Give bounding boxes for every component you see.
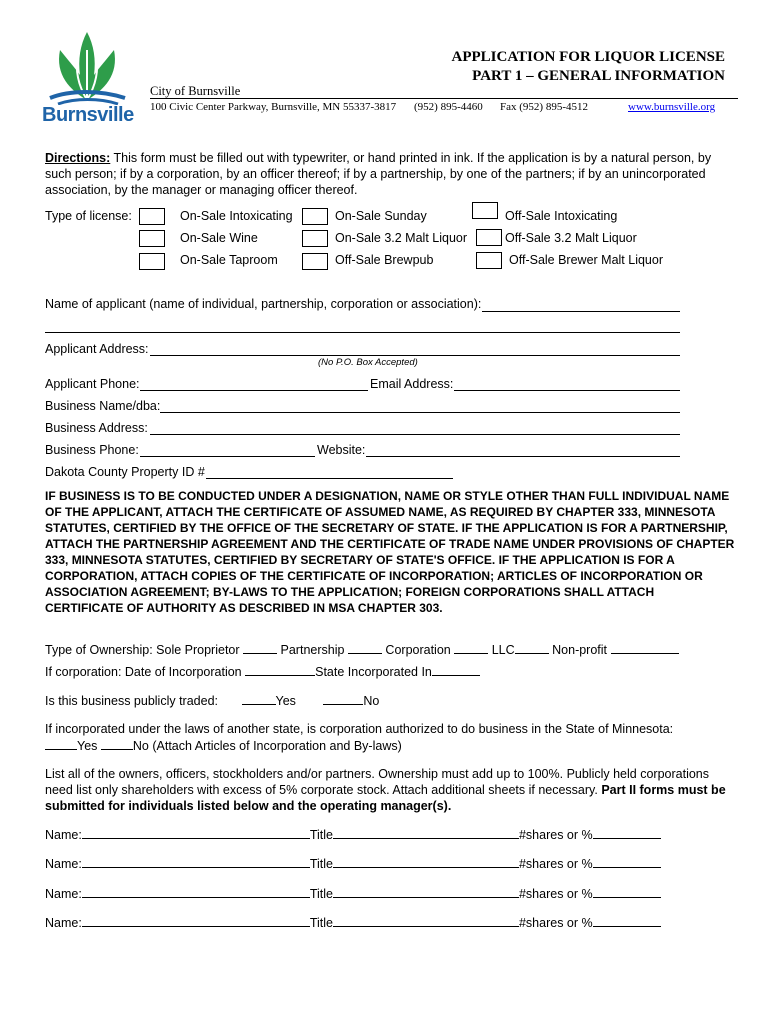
leaf-logo-icon bbox=[40, 30, 135, 105]
partnership-blank[interactable] bbox=[348, 641, 382, 654]
directions-label: Directions: bbox=[45, 151, 111, 165]
corp-date-row bbox=[45, 663, 480, 679]
traded-row bbox=[45, 692, 379, 708]
owner-name-field[interactable] bbox=[82, 826, 310, 839]
email-label: Email Address: bbox=[370, 377, 454, 391]
title-line-1: APPLICATION FOR LIQUOR LICENSE bbox=[451, 49, 725, 65]
checkbox-off-sale-brewpub[interactable] bbox=[302, 253, 328, 270]
owner-name-label: Name: bbox=[45, 828, 82, 842]
foreign-corp-text: If incorporated under the laws of another state, is corporation authorized to do business in the State of Minnesota: bbox=[45, 722, 674, 736]
applicant-phone-field[interactable] bbox=[140, 390, 368, 391]
city-address: 100 Civic Center Parkway, Burnsville, MN 55337-3817 bbox=[150, 101, 397, 113]
llc-blank[interactable] bbox=[515, 641, 549, 654]
checkbox-on-sale-3-2-malt[interactable] bbox=[302, 230, 328, 247]
website-field[interactable] bbox=[366, 456, 680, 457]
nonprofit-label: Non-profit bbox=[552, 643, 608, 657]
business-name-field[interactable] bbox=[160, 412, 680, 413]
state-inc-field[interactable] bbox=[432, 663, 480, 676]
name-applicant-field[interactable] bbox=[482, 311, 680, 312]
owner-row bbox=[45, 855, 661, 871]
owner-name-field[interactable] bbox=[82, 914, 310, 927]
owner-shares-field[interactable] bbox=[593, 914, 661, 927]
website-label: Website: bbox=[317, 443, 366, 457]
logo-text: Burnsville bbox=[42, 104, 134, 126]
foreign-yes-label: Yes bbox=[77, 739, 98, 753]
applicant-address-label: Applicant Address: bbox=[45, 342, 149, 356]
owner-title-label: Title bbox=[309, 828, 333, 842]
owner-row bbox=[45, 885, 661, 901]
owners-bold-text: Part II forms must be submitted for individuals listed below and the operating manager(s). bbox=[45, 783, 726, 813]
label-on-sale-sunday: On-Sale Sunday bbox=[335, 209, 427, 223]
owners-instructions bbox=[45, 766, 730, 814]
name-applicant-field-2[interactable] bbox=[45, 332, 680, 333]
checkbox-on-sale-intoxicating[interactable] bbox=[139, 208, 165, 225]
designation-notice: IF BUSINESS IS TO BE CONDUCTED UNDER A DESIGNATION, NAME OR STYLE OTHER THAN FULL INDIVIDUAL NAME OF THE APPLICANT, ATTACH THE CERTIFICATE OF ASSUMED NAME, AS REQUIRED BY CHAPTER 333, MINNESOTA STATUTES, CERTIFIED BY THE OFFICE OF THE SECRETARY OF STATE. IF THE APPLICATION IS FOR A PARTNERSHIP, ATTACH THE PARTNERSHIP AGREEMENT AND THE CERTIFICATE OF TRADE NAME UNDER PROVISIONS OF CHAPTER 333, MINNESOTA STATUTES, CERTIFIED BY SECRETARY OF STATE'S OFFICE. IF THE APPLICATION IS FOR A CORPORATION, ATTACH COPIES OF THE CERTIFICATE OF INCORPORATION; ARTICLES OF INCORPORATION OR ASSOCIATION AGREEMENT; BY-LAWS TO THE APPLICATION; FOREIGN CORPORATIONS SHALL ATTACH CERTIFICATE OF AUTHORITY AS DESCRIBED IN MSA CHAPTER 303. bbox=[45, 489, 735, 615]
checkbox-off-sale-intoxicating[interactable] bbox=[472, 202, 498, 219]
owner-title-label: Title bbox=[309, 916, 333, 930]
state-inc-label: State Incorporated In bbox=[315, 665, 432, 679]
owner-shares-label: #shares or % bbox=[518, 828, 593, 842]
owner-row bbox=[45, 826, 661, 842]
business-address-field[interactable] bbox=[150, 434, 680, 435]
traded-no-label: No bbox=[363, 694, 380, 708]
foreign-no-label: No (Attach Articles of Incorporation and By-laws) bbox=[132, 739, 402, 753]
form-title bbox=[451, 48, 725, 86]
owner-title-field[interactable] bbox=[333, 855, 519, 868]
owner-title-field[interactable] bbox=[333, 914, 519, 927]
llc-label: LLC bbox=[491, 643, 515, 657]
foreign-corp-row bbox=[45, 737, 402, 753]
label-on-sale-wine: On-Sale Wine bbox=[180, 231, 258, 245]
owner-name-label: Name: bbox=[45, 916, 82, 930]
city-fax: Fax (952) 895-4512 bbox=[500, 101, 588, 113]
label-on-sale-intoxicating: On-Sale Intoxicating bbox=[180, 209, 293, 223]
label-on-sale-taproom: On-Sale Taproom bbox=[180, 253, 278, 267]
owner-name-label: Name: bbox=[45, 857, 82, 871]
email-field[interactable] bbox=[454, 390, 680, 391]
owner-shares-label: #shares or % bbox=[518, 916, 593, 930]
partnership-label: Partnership bbox=[280, 643, 345, 657]
label-off-sale-3-2-malt: Off-Sale 3.2 Malt Liquor bbox=[505, 231, 637, 245]
sole-proprietor-blank[interactable] bbox=[243, 641, 277, 654]
checkbox-off-sale-brewer-malt[interactable] bbox=[476, 252, 502, 269]
owners-text: List all of the owners, officers, stockholders and/or partners. Ownership must add up to 100%. Publicly held corporations need list only shareholders with excess of 5% corporate stock. Attach additional sheets if necessary. bbox=[45, 767, 710, 797]
foreign-yes-blank[interactable] bbox=[45, 737, 77, 750]
traded-no-blank[interactable] bbox=[323, 692, 363, 705]
title-line-2: PART 1 – GENERAL INFORMATION bbox=[472, 68, 725, 84]
corp-date-field[interactable] bbox=[245, 663, 315, 676]
owner-title-label: Title bbox=[309, 857, 333, 871]
owner-row bbox=[45, 914, 661, 930]
owner-shares-label: #shares or % bbox=[518, 857, 593, 871]
corp-date-label: If corporation: Date of Incorporation bbox=[45, 665, 242, 679]
no-po-box-note: (No P.O. Box Accepted) bbox=[318, 357, 418, 368]
checkbox-on-sale-wine[interactable] bbox=[139, 230, 165, 247]
owner-name-field[interactable] bbox=[82, 855, 310, 868]
owner-name-label: Name: bbox=[45, 887, 82, 901]
applicant-address-field[interactable] bbox=[150, 355, 680, 356]
header-rule bbox=[150, 98, 738, 99]
ownership-label: Type of Ownership: Sole Proprietor bbox=[45, 643, 240, 657]
owner-shares-field[interactable] bbox=[593, 826, 661, 839]
business-name-label: Business Name/dba: bbox=[45, 399, 161, 413]
ownership-row bbox=[45, 641, 679, 657]
corporation-label: Corporation bbox=[385, 643, 451, 657]
property-id-field[interactable] bbox=[206, 478, 453, 479]
directions-text: This form must be filled out with typewriter, or hand printed in ink. If the application is by a natural person, by such person; if by a corporation, by an officer thereof; if by a partnership, by one of the partners; if by an unincorporated association, by the manager or managing officer thereof. bbox=[45, 151, 712, 197]
foreign-no-blank[interactable] bbox=[101, 737, 133, 750]
property-id-label: Dakota County Property ID # bbox=[45, 465, 205, 479]
corporation-blank[interactable] bbox=[454, 641, 488, 654]
license-type-label: Type of license: bbox=[45, 209, 132, 223]
checkbox-on-sale-taproom[interactable] bbox=[139, 253, 165, 270]
owner-shares-field[interactable] bbox=[593, 855, 661, 868]
business-phone-field[interactable] bbox=[140, 456, 315, 457]
name-applicant-label: Name of applicant (name of individual, partnership, corporation or association): bbox=[45, 297, 482, 311]
checkbox-off-sale-3-2-malt[interactable] bbox=[476, 229, 502, 246]
traded-yes-blank[interactable] bbox=[242, 692, 276, 705]
nonprofit-blank[interactable] bbox=[611, 641, 679, 654]
owner-title-field[interactable] bbox=[333, 826, 519, 839]
owner-name-field[interactable] bbox=[82, 885, 310, 898]
city-name: City of Burnsville bbox=[150, 84, 241, 98]
city-phone: (952) 895-4460 bbox=[414, 101, 483, 113]
owner-title-label: Title bbox=[309, 887, 333, 901]
label-off-sale-intoxicating: Off-Sale Intoxicating bbox=[505, 209, 618, 223]
label-on-sale-3-2-malt: On-Sale 3.2 Malt Liquor bbox=[335, 231, 468, 245]
traded-label: Is this business publicly traded: bbox=[45, 694, 219, 708]
directions bbox=[45, 150, 730, 198]
business-address-label: Business Address: bbox=[45, 421, 148, 435]
traded-yes-label: Yes bbox=[275, 694, 296, 708]
owner-shares-field[interactable] bbox=[593, 885, 661, 898]
checkbox-on-sale-sunday[interactable] bbox=[302, 208, 328, 225]
business-phone-label: Business Phone: bbox=[45, 443, 139, 457]
applicant-phone-label: Applicant Phone: bbox=[45, 377, 140, 391]
burnsville-logo bbox=[40, 30, 135, 128]
label-off-sale-brewpub: Off-Sale Brewpub bbox=[335, 253, 434, 267]
owner-title-field[interactable] bbox=[333, 885, 519, 898]
owner-shares-label: #shares or % bbox=[518, 887, 593, 901]
city-website-link[interactable]: www.burnsville.org bbox=[628, 101, 716, 113]
label-off-sale-brewer-malt: Off-Sale Brewer Malt Liquor bbox=[509, 253, 663, 267]
